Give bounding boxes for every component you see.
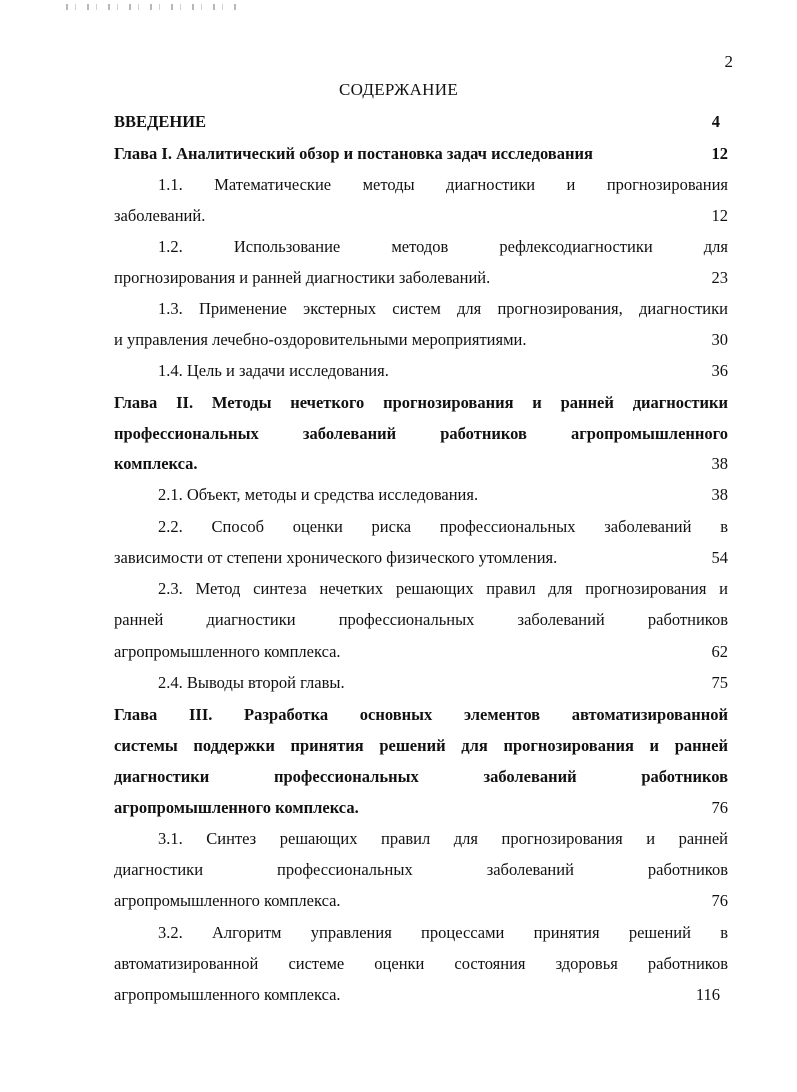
toc-entry-text: Глава I. Аналитический обзор и постановка задач исследования (114, 144, 593, 163)
toc-entry-text: заболеваний. (114, 206, 206, 225)
toc-entry-text: прогнозирования и ранней диагностики заболеваний. (114, 268, 491, 287)
toc-entry-text: зависимости от степени хронического физического утомления. (114, 548, 558, 567)
toc-entry-chapter-3-line4 (114, 797, 728, 819)
toc-entry-1-1-line1: 1.1. Математические методы диагностики и прогнозирования (158, 175, 728, 194)
toc-page-number: 62 (711, 642, 728, 661)
toc-page-number: 76 (711, 891, 728, 910)
toc-entry-text: агропромышленного комплекса. (114, 798, 359, 817)
toc-entry-1-4 (158, 360, 728, 382)
toc-page-number: 36 (711, 361, 728, 380)
toc-entry-chapter-3-line3: диагностики профессиональных заболеваний работников (114, 767, 728, 786)
toc-entry-3-2-line3 (114, 984, 728, 1006)
toc-entry-chapter-2-line1: Глава II. Методы нечеткого прогнозирования и ранней диагностики (114, 393, 728, 412)
toc-entry-3-1-line1: 3.1. Синтез решающих правил для прогнозирования и ранней (158, 829, 728, 848)
toc-page-number: 12 (711, 206, 728, 225)
toc-entry-chapter-2-line3 (114, 453, 728, 475)
toc-entry-text: агропромышленного комплекса. (114, 891, 341, 910)
toc-entry-text: 2.1. Объект, методы и средства исследования. (158, 485, 479, 504)
toc-entry-3-1-line3 (114, 890, 728, 912)
toc-entry-chapter-1 (114, 143, 728, 165)
toc-entry-2-3-line2: ранней диагностики профессиональных заболеваний работников (114, 610, 728, 629)
toc-page-number: 116 (695, 985, 720, 1004)
toc-entry-chapter-2-line2: профессиональных заболеваний работников агропромышленного (114, 424, 728, 443)
toc-entry-text: агропромышленного комплекса. (114, 642, 341, 661)
page-title: СОДЕРЖАНИЕ (338, 80, 459, 99)
toc-page-number: 54 (711, 548, 728, 567)
toc-page-number: 12 (711, 144, 728, 163)
toc-entry-3-1-line2: диагностики профессиональных заболеваний работников (114, 860, 728, 879)
toc-page-number: 4 (711, 112, 720, 131)
toc-entry-3-2-line2: автоматизированной системе оценки состояния здоровья работников (114, 954, 728, 973)
toc-entry-chapter-3-line1: Глава III. Разработка основных элементов автоматизированной (114, 705, 728, 724)
toc-entry-2-1 (158, 484, 728, 506)
toc-entry-1-2-line2 (114, 267, 728, 289)
toc-page-number: 23 (711, 268, 728, 287)
toc-entry-text: агропромышленного комплекса. (114, 985, 341, 1004)
toc-entry-text: 2.4. Выводы второй главы. (158, 673, 345, 692)
toc-page-number: 30 (711, 330, 728, 349)
toc-entry-3-2-line1: 3.2. Алгоритм управления процессами принятия решений в (158, 923, 728, 942)
toc-page-number: 38 (711, 485, 728, 504)
toc-entry-2-4 (158, 672, 728, 694)
toc-entry-1-1-line2 (114, 205, 728, 227)
toc-entry-1-3-line2 (114, 329, 728, 351)
page-number: 2 (724, 52, 733, 71)
toc-entry-introduction (114, 111, 728, 133)
toc-page-number: 38 (711, 454, 728, 473)
toc-entry-2-3-line1: 2.3. Метод синтеза нечетких решающих правил для прогнозирования и (158, 579, 728, 598)
toc-entry-chapter-3-line2: системы поддержки принятия решений для прогнозирования и ранней (114, 736, 728, 755)
toc-entry-text: комплекса. (114, 454, 198, 473)
toc-entry-1-2-line1: 1.2. Использование методов рефлексодиагностики для (158, 237, 728, 256)
toc-entry-text: и управления лечебно-оздоровительными мероприятиями. (114, 330, 527, 349)
toc-page-number: 75 (711, 673, 728, 692)
toc-entry-2-2-line1: 2.2. Способ оценки риска профессиональных заболеваний в (158, 517, 728, 536)
toc-page-number: 76 (711, 798, 728, 817)
toc-entry-2-2-line2 (114, 547, 728, 569)
scan-artifact (66, 4, 236, 10)
toc-entry-text: ВВЕДЕНИЕ (114, 112, 207, 131)
toc-entry-text: 1.4. Цель и задачи исследования. (158, 361, 389, 380)
toc-entry-1-3-line1: 1.3. Применение экстерных систем для прогнозирования, диагностики (158, 299, 728, 318)
toc-entry-2-3-line3 (114, 641, 728, 663)
